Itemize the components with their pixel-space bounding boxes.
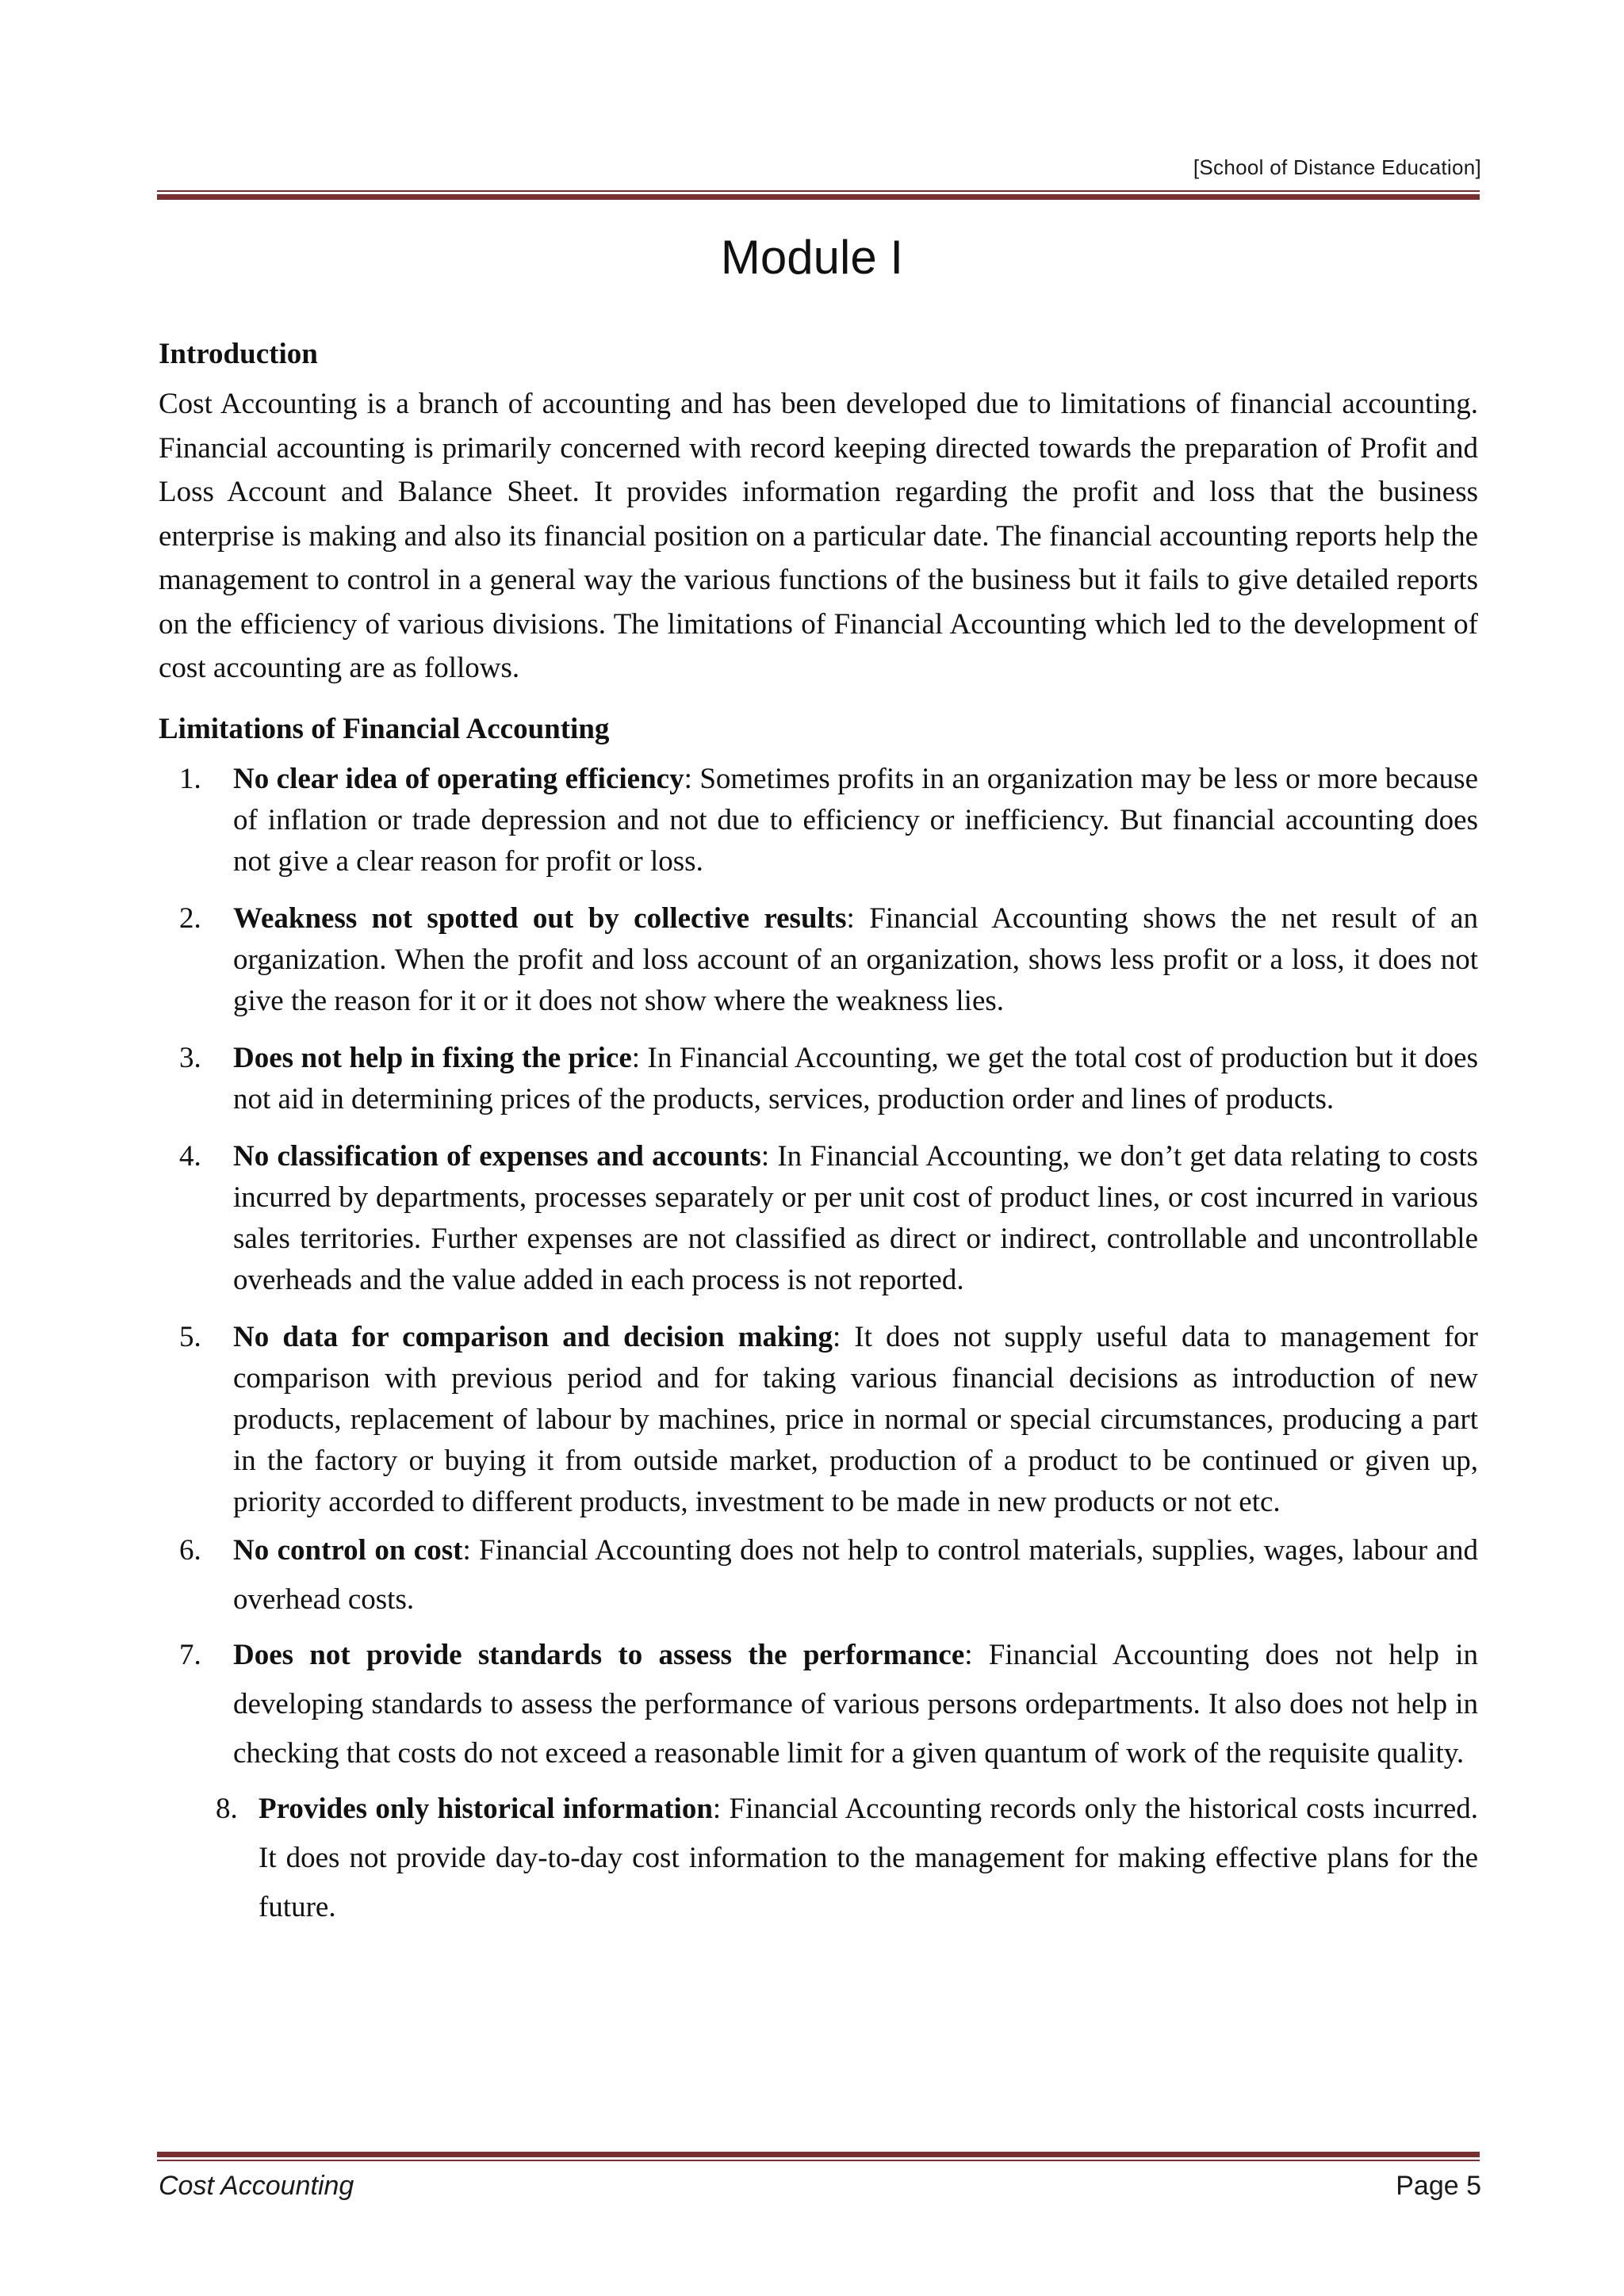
limitation-title: Does not provide standards to assess the performance (233, 1638, 965, 1671)
header-rule (157, 190, 1480, 200)
limitation-text: : In Financial Accounting, we get the total cost of production but it does not aid in determining prices of the products, services, production order and lines of products. (233, 1041, 1478, 1115)
list-number: 4. (179, 1139, 201, 1173)
limitation-item-3 (159, 1038, 1478, 1120)
footer-rule (157, 2152, 1480, 2161)
list-number: 3. (179, 1041, 201, 1074)
introduction-paragraph: Cost Accounting is a branch of accounting and has been developed due to limitations of financial accounting. Financial accounting is primarily concerned with record keeping directed towards the preparation of Profit and Loss Account and Balance Sheet. It provides information regarding the profit and loss that the business enterprise is making and also its financial position on a particular date. The financial accounting reports help the management to control in a general way the various functions of the business but it fails to give detailed reports on the efficiency of various divisions. The limitations of Financial Accounting which led to the development of cost accounting are as follows. (159, 388, 1478, 684)
limitation-item-2 (159, 898, 1478, 1022)
limitation-title: No control on cost (233, 1533, 463, 1567)
list-number: 1. (179, 762, 201, 795)
header-institution: [School of Distance Education] (1193, 155, 1481, 179)
limitation-title: Does not help in fixing the price (233, 1041, 632, 1074)
list-number: 8. (216, 1792, 238, 1825)
module-title: Module I (720, 231, 904, 284)
list-number: 7. (179, 1638, 201, 1671)
limitation-text: : Financial Accounting shows the net result of an organization. When the profit and loss account of an organization, shows less profit or a loss, it does not give the reason for it or it does not show where the weakness lies. (233, 901, 1478, 1017)
limitation-text: : It does not supply useful data to management for comparison with previous period and for taking various financial decisions as introduction of new products, replacement of labour by machines, price in normal or special circumstances, producing a part in the factory or buying it from outside market, production of a product to be continued or given up, priority accorded to different products, investment to be made in new products or not etc. (233, 1320, 1478, 1518)
limitation-text: : Financial Accounting does not help to control materials, supplies, wages, labour and overhead costs. (233, 1533, 1479, 1616)
limitation-text: : Sometimes profits in an organization may be less or more because of inflation or trade depression and not due to efficiency or inefficiency. But financial accounting does not give a clear reason for profit or loss. (233, 762, 1478, 878)
limitation-item-8 (159, 1785, 1478, 1932)
list-number: 2. (179, 901, 201, 935)
limitation-title: Weakness not spotted out by collective results (233, 901, 847, 935)
introduction-heading: Introduction (159, 338, 318, 370)
limitation-title: No clear idea of operating efficiency (233, 762, 684, 795)
limitation-item-4 (159, 1136, 1478, 1301)
footer-course-title: Cost Accounting (159, 2171, 354, 2201)
limitation-title: No data for comparison and decision making (233, 1320, 833, 1353)
limitations-list (159, 759, 1478, 1932)
limitation-item-1 (159, 759, 1478, 882)
limitation-item-7 (159, 1631, 1478, 1778)
limitation-text: : In Financial Accounting, we don’t get data relating to costs incurred by departments, processes separately or per unit cost of product lines, or cost incurred in various sales territories. Further expenses are not classified as direct or indirect, controllable and uncontrollable overheads and the value added in each process is not reported. (233, 1139, 1478, 1296)
footer-page-number: Page 5 (1396, 2171, 1481, 2201)
limitation-text: : Financial Accounting does not help in developing standards to assess the performance of various persons ordepartments. It also does not help in checking that costs do not exceed a reasonable limit for a given quantum of work of the requisite quality. (233, 1638, 1478, 1770)
limitation-title: No classification of expenses and accounts (233, 1139, 761, 1173)
limitation-item-6 (159, 1526, 1478, 1624)
list-number: 6. (179, 1533, 201, 1567)
page-content (159, 333, 1478, 1938)
limitation-title: Provides only historical information (259, 1792, 713, 1825)
limitations-heading: Limitations of Financial Accounting (159, 712, 610, 745)
list-number: 5. (179, 1320, 201, 1353)
limitation-item-5 (159, 1317, 1478, 1523)
limitation-text: : Financial Accounting records only the historical costs incurred. It does not provide day-to-day cost information to the management for making effective plans for the future. (259, 1792, 1478, 1923)
